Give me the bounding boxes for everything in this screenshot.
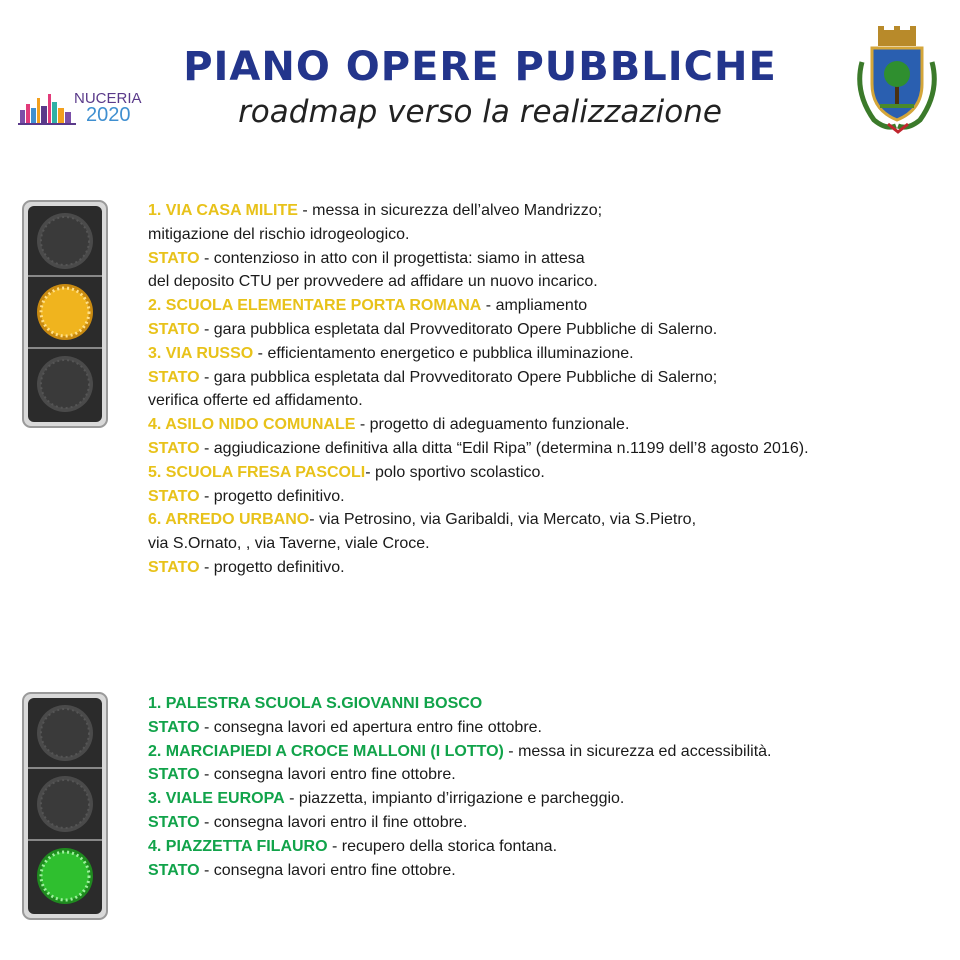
list-item: STATO - consegna lavori ed apertura entro fine ottobre. xyxy=(148,718,542,736)
list-item: STATO - consegna lavori entro fine ottobre. xyxy=(148,766,456,784)
list-item: via S.Ornato, , via Taverne, viale Croce. xyxy=(148,535,430,553)
list-item: STATO - contenzioso in atto con il progettista: siamo in attesa xyxy=(148,249,585,267)
list-item: 5. SCUOLA FRESA PASCOLI- polo sportivo scolastico. xyxy=(148,463,545,481)
list-item: mitigazione del rischio idrogeologico. xyxy=(148,225,410,243)
page-title: PIANO OPERE PUBBLICHE xyxy=(183,44,777,90)
nuceria-2020-logo xyxy=(18,86,158,130)
list-item: STATO - consegna lavori entro fine ottobre. xyxy=(148,861,456,879)
list-item: 6. ARREDO URBANO- via Petrosino, via Garibaldi, via Mercato, via S.Pietro, xyxy=(148,511,697,529)
list-item: 4. PIAZZETTA FILAURO - recupero della storica fontana. xyxy=(148,837,558,855)
list-item: STATO - progetto definitivo. xyxy=(148,558,345,576)
logo-name: NUCERIA xyxy=(74,90,142,107)
list-item: 1. PALESTRA SCUOLA S.GIOVANNI BOSCO xyxy=(148,695,483,712)
list-item: 3. VIALE EUROPA - piazzetta, impianto d’irrigazione e parcheggio. xyxy=(148,790,625,808)
list-item: 1. VIA CASA MILITE - messa in sicurezza dell’alveo Mandrizzo; xyxy=(148,202,603,219)
list-item: STATO - consegna lavori entro il fine ottobre. xyxy=(148,813,468,831)
list-item: STATO - progetto definitivo. xyxy=(148,487,345,505)
list-item: STATO - gara pubblica espletata dal Provveditorato Opere Pubbliche di Salerno; xyxy=(148,368,718,386)
list-item: 2. SCUOLA ELEMENTARE PORTA ROMANA - ampliamento xyxy=(148,297,588,315)
list-item: STATO - gara pubblica espletata dal Provveditorato Opere Pubbliche di Salerno. xyxy=(148,320,718,338)
skyline-icon xyxy=(18,86,78,126)
logo-year: 2020 xyxy=(86,104,131,126)
traffic-light-green-icon xyxy=(22,692,108,920)
list-item: STATO - aggiudicazione definitiva alla ditta “Edil Ripa” (determina n.1199 dell’8 agosto 2016). xyxy=(148,439,809,457)
list-item: del deposito CTU per provvedere ad affidare un nuovo incarico. xyxy=(148,273,598,291)
traffic-light-yellow-icon xyxy=(22,200,108,428)
page-subtitle: roadmap verso la realizzazione xyxy=(238,94,722,130)
list-item: 4. ASILO NIDO COMUNALE - progetto di adeguamento funzionale. xyxy=(148,416,630,434)
green-projects-list xyxy=(148,692,958,882)
list-item: 3. VIA RUSSO - efficientamento energetico e pubblica illuminazione. xyxy=(148,344,634,362)
list-item: verifica offerte ed affidamento. xyxy=(148,392,363,410)
coat-of-arms-icon xyxy=(852,22,942,134)
list-item: 2. MARCIAPIEDI A CROCE MALLONI (I LOTTO) - messa in sicurezza ed accessibilità. xyxy=(148,742,772,760)
yellow-projects-list xyxy=(148,199,958,580)
